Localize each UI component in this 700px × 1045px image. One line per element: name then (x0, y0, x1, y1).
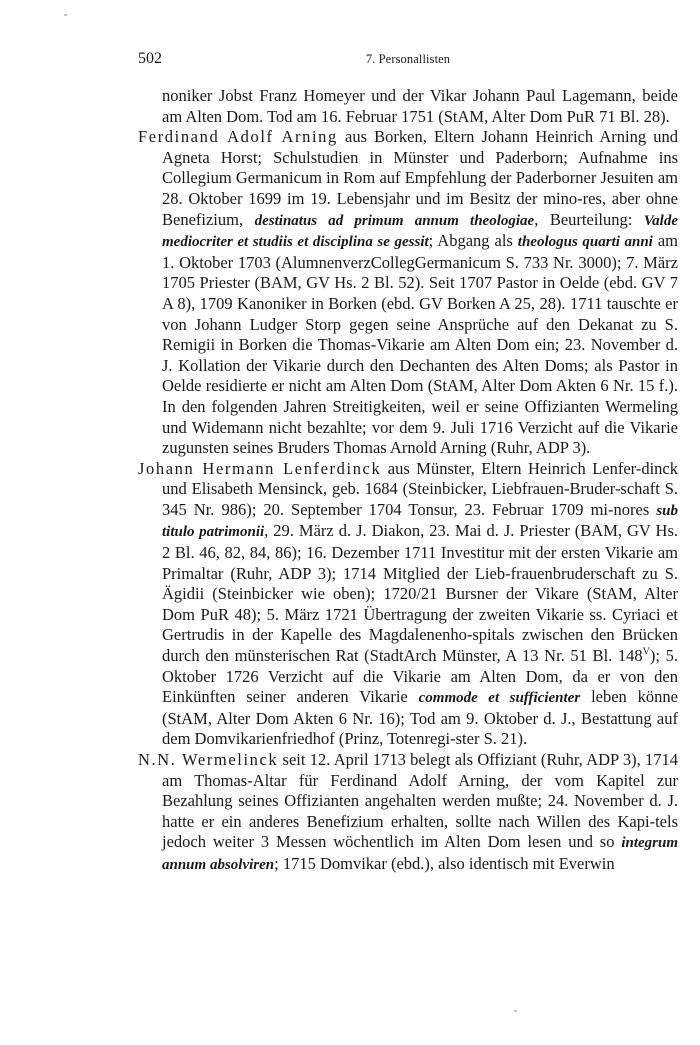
entry-text: ; 1715 Domvikar (ebd.), also identisch mit Everwin (274, 853, 615, 873)
entry-lenferdinck (138, 459, 678, 750)
continuation-paragraph (138, 86, 678, 127)
page-header (138, 50, 678, 72)
superscript: V (642, 646, 650, 658)
page-number: 502 (138, 50, 162, 67)
entry-text: leben könne (StAM, Alter Dom Akten 6 Nr. 16); Tod am 9. Oktober d. J., Bestattung auf dem Domvikarienfriedhof (Prinz, Totenregi-ster S. 21). (162, 687, 678, 749)
entry-arning (138, 127, 678, 459)
entry-name: N.N. Wermelinck (138, 750, 279, 769)
running-head: 7. Personallisten (365, 52, 451, 66)
latin-phrase: Valde mediocriter et studiis et disciplina se gessit (162, 212, 678, 251)
latin-phrase: destinatus ad primum annum theologiae (254, 212, 535, 229)
entry-text: , Beurteilung: (534, 209, 644, 229)
text-body (138, 86, 678, 876)
entry-text: aus Münster, Eltern Heinrich Lenfer-dinck und Elisabeth Mensinck, geb. 1684 (Steinbicker, Liebfrauen-Bruder-schaft S. 345 Nr. 986); 20. September 1704 Tonsur, 23. Februar 1709 mi-nores (162, 458, 678, 519)
scan-speck (64, 14, 67, 16)
scan-speck (514, 1010, 517, 1012)
latin-phrase: integrum annum absolviren (162, 835, 678, 873)
latin-phrase: commode et sufficienter (418, 690, 581, 707)
entry-text: aus Borken, Eltern Johann Heinrich Arning und Agneta Horst; Schulstudien in Münster und Paderborn; Aufnahme ins Collegium Germanicum in Rom auf Empfehlung der Paderborner Jesuiten am 28. Oktober 1699 im 19. Lebensjahr und im Besitz der mino-res, aber ohne Benefizium, (162, 127, 678, 229)
entry-text: seit 12. April 1713 belegt als Offiziant (Ruhr, ADP 3), 1714 am Thomas-Altar für Ferdinand Adolf Arning, der vom Kapitel zur Bezahlung seines Offizianten angehalten werden mußte; 24. November d. J. hatte er ein anderes Benefizium erhalten, sollte nach Willen des Kapi-tels jedoch weiter 3 Messen wöchentlich im Alten Dom lesen und so (162, 750, 678, 852)
entry-name: Johann Hermann Lenferdinck (138, 458, 382, 478)
entry-wermelinck (138, 750, 678, 876)
entry-text: ; Abgang als (428, 231, 518, 251)
latin-phrase: theologus quarti anni (517, 234, 653, 251)
entry-text: am 1. Oktober 1703 (AlumnenverzCollegGermanicum S. 733 Nr. 3000); 7. März 1705 Priester (BAM, GV Hs. 2 Bl. 52). Seit 1707 Pastor in Oelde (ebd. GV 7 A 8), 1709 Kanoniker in Borken (ebd. GV Borken A 25, 28). 1711 tauschte er von Johann Ludger Storp gegen seine Ansprüche auf den Dekanat zu S. Remigii in Borken die Thomas-Vikarie am Alten Dom ein; 23. November d. J. Kollation der Vikarie durch den Dechanten des Alten Doms; als Pastor in Oelde residierte er nicht am Alten Dom (StAM, Alter Dom Akten 6 Nr. 15 f.). In den folgenden Jahren Streitigkeiten, weil er seine Offizianten Wermeling und Widemann nicht bezahlte; vor dem 9. Juli 1716 Verzicht auf die Vikarie zugunsten seines Bruders Thomas Arnold Arning (Ruhr, ADP 3). (162, 231, 678, 458)
entry-name: Ferdinand Adolf Arning (138, 127, 338, 147)
entry-text: , 29. März d. J. Diakon, 23. Mai d. J. Priester (BAM, GV Hs. 2 Bl. 46, 82, 84, 86); 16. Dezember 1711 Investitur mit der ersten Vikarie am Primaltar (Ruhr, ADP 3); 1714 Mitglied der Lieb-frauenbruderschaft zu S. Ägidii (Steinbicker wie oben); 1720/21 Bursner der Vikare (StAM, Alter Dom PuR 48); 5. März 1721 Übertragung der zweiten Vikarie ss. Cyriaci et Gertrudis in der Kapelle des Magdalenenho-spitals zwischen den Brücken durch den münsterischen Rat (StadtArch Münster, A 13 Nr. 51 Bl. 148 (162, 521, 679, 666)
latin-phrase: sub titulo patrimonii (162, 502, 678, 541)
entry-text: ); 5. Oktober 1726 Verzicht auf die Vikarie am Alten Dom, da er von den Einkünften seiner anderen Vikarie (162, 646, 678, 707)
continuation-text: noniker Jobst Franz Homeyer und der Vikar Johann Paul Lagemann, beide am Alten Dom. Tod am 16. Februar 1751 (StAM, Alter Dom PuR 71 Bl. 28). (162, 86, 678, 126)
